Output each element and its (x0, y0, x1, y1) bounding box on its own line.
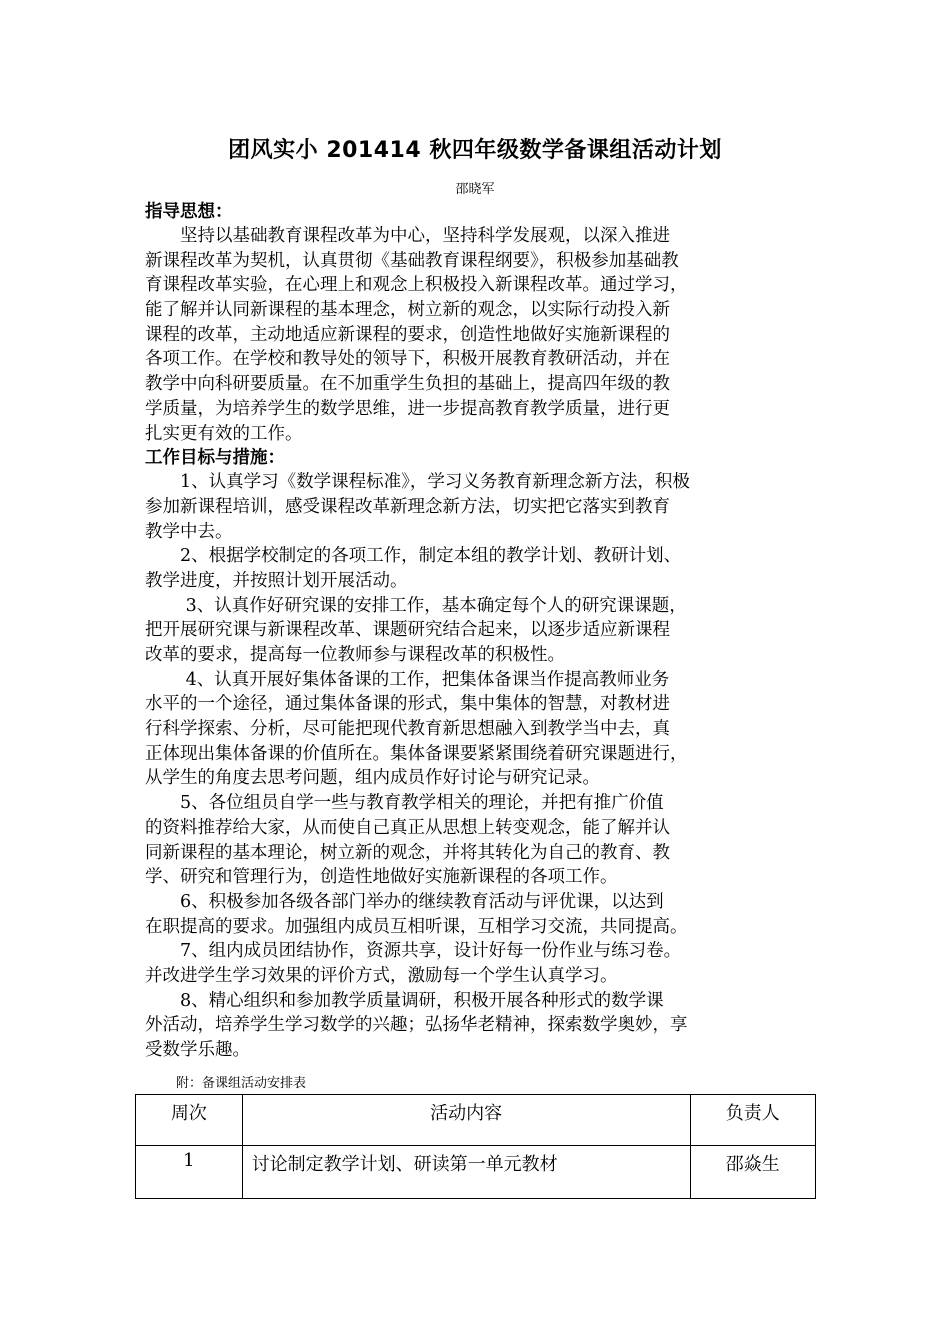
text-line: 正体现出集体备课的价值所在。集体备课要紧紧围绕着研究课题进行， (145, 743, 688, 764)
text-line: 6、积极参加各级各部门举办的继续教育活动与评优课，以达到 (145, 891, 664, 912)
text-line: 教学中去。 (145, 521, 233, 542)
column-header-owner: 负责人 (690, 1095, 815, 1146)
table-header-row (136, 1095, 816, 1146)
text-line: 8、精心组织和参加教学质量调研，积极开展各种形式的数学课 (145, 990, 664, 1011)
paragraph-item-1 (145, 470, 810, 544)
text-line: 从学生的角度去思考问题，组内成员作好讨论与研究记录。 (145, 768, 600, 789)
text-line: 7、组内成员团结协作，资源共享，设计好每一份作业与练习卷。 (145, 941, 682, 962)
text-line: 1、认真学习《数学课程标准》，学习义务教育新理念新方法，积极 (145, 472, 690, 493)
document-body (145, 200, 810, 1063)
column-header-week: 周次 (136, 1095, 243, 1146)
text-line: 3、认真作好研究课的安排工作，基本确定每个人的研究课课题， (145, 595, 687, 616)
text-line: 在职提高的要求。加强组内成员互相听课，互相学习交流，共同提高。 (145, 916, 688, 937)
section-heading-goals-measures: 工作目标与措施： (145, 448, 285, 469)
text-line: 扎实更有效的工作。 (145, 423, 303, 444)
text-line: 的资料推荐给大家，从而使自己真正从思想上转变观念，能了解并认 (145, 817, 670, 838)
paragraph-item-8 (145, 989, 810, 1063)
text-line: 改革的要求，提高每一位教师参与课程改革的积极性。 (145, 645, 565, 665)
text-line: 各项工作。在学校和教导处的领导下，积极开展教育教研活动，并在 (145, 349, 670, 370)
paragraph-item-2 (145, 544, 810, 593)
paragraph-item-7 (145, 939, 810, 988)
table-row (136, 1146, 816, 1199)
text-line: 育课程改革实验，在心理上和观念上积极投入新课程改革。通过学习， (145, 275, 688, 296)
text-line: 并改进学生学习效果的评价方式，激励每一个学生认真学习。 (145, 965, 618, 986)
document-title: 团风实小 201414 秋四年级数学备课组活动计划 (228, 138, 722, 163)
appendix-note: 附：备课组活动安排表 (176, 1076, 307, 1091)
paragraph-item-4 (145, 668, 810, 791)
text-line: 4、认真开展好集体备课的工作，把集体备课当作提高教师业务 (145, 669, 670, 690)
text-line: 学、研究和管理行为，创造性地做好实施新课程的各项工作。 (145, 867, 618, 888)
text-line: 坚持以基础教育课程改革为中心，坚持科学发展观，以深入推进 (145, 226, 670, 246)
section-heading-guiding-thought: 指导思想： (145, 202, 233, 222)
table-cell-week: 1 (136, 1146, 243, 1199)
paragraph-item-5 (145, 791, 810, 890)
column-header-activity: 活动内容 (242, 1095, 690, 1146)
activity-schedule-table (135, 1094, 816, 1199)
text-line: 把开展研究课与新课程改革、课题研究结合起来，以逐步适应新课程 (145, 620, 670, 641)
paragraph-item-6 (145, 890, 810, 939)
text-line: 同新课程的基本理论，树立新的观念，并将其转化为自己的教育、教 (145, 842, 670, 863)
table-cell-activity: 讨论制定教学计划、研读第一单元教材 (242, 1146, 690, 1199)
text-line: 受数学乐趣。 (145, 1040, 250, 1060)
paragraph-guiding-thought (145, 224, 810, 446)
text-line: 5、各位组员自学一些与教育教学相关的理论，并把有推广价值 (145, 793, 664, 814)
paragraph-item-3 (145, 594, 810, 668)
text-line: 新课程改革为契机，认真贯彻《基础教育课程纲要》，积极参加基础教 (145, 250, 679, 271)
text-line: 课程的改革，主动地适应新课程的要求，创造性地做好实施新课程的 (145, 324, 670, 345)
text-line: 教学进度，并按照计划开展活动。 (145, 570, 408, 591)
text-line: 参加新课程培训，感受课程改革新理念新方法，切实把它落实到教育 (145, 496, 670, 517)
table-cell-owner: 邵焱生 (690, 1146, 815, 1199)
text-line: 行科学探索、分析，尽可能把现代教育新思想融入到教学当中去，真 (145, 719, 670, 740)
text-line: 学质量，为培养学生的数学思维，进一步提高教育教学质量，进行更 (145, 398, 670, 419)
text-line: 教学中向科研要质量。在不加重学生负担的基础上，提高四年级的教 (145, 374, 670, 395)
text-line: 能了解并认同新课程的基本理念，树立新的观念，以实际行动投入新 (145, 300, 670, 321)
text-line: 外活动，培养学生学习数学的兴趣；弘扬华老精神，探索数学奥妙，享 (145, 1015, 688, 1036)
author-name: 邵晓军 (455, 182, 495, 197)
text-line: 水平的一个途径，通过集体备课的形式，集中集体的智慧，对教材进 (145, 694, 670, 715)
text-line: 2、根据学校制定的各项工作，制定本组的教学计划、教研计划、 (145, 546, 682, 567)
